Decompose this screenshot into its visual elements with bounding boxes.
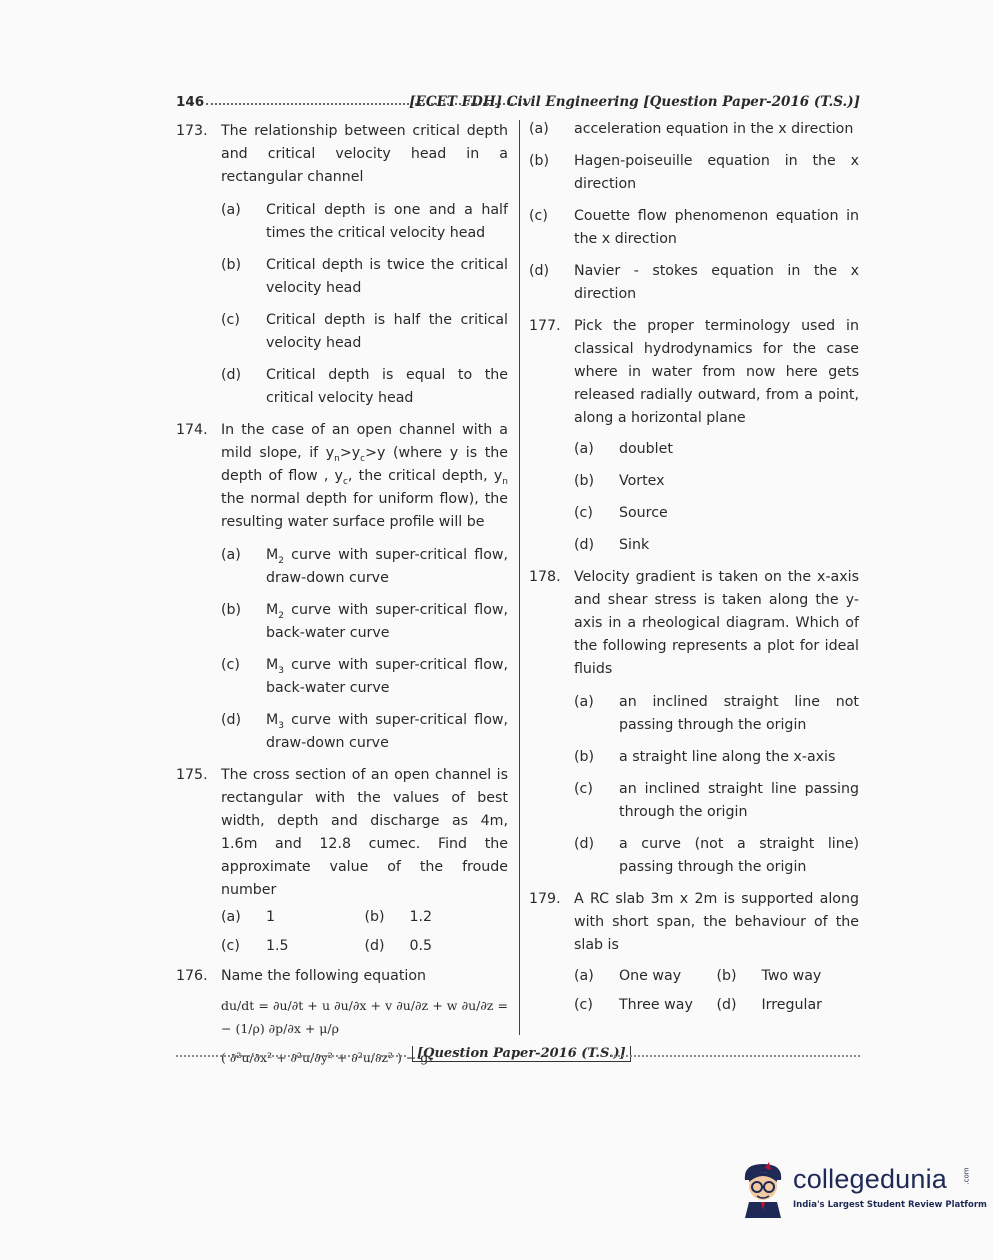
question-175 — [176, 764, 508, 958]
column-divider — [519, 120, 520, 1035]
question-text: The relationship between critical depth and critical velocity head in a rectangular channel — [221, 123, 508, 185]
options-row: (c) 1.5 (d) 0.5 — [221, 938, 433, 954]
question-text: In the case of an open channel with a mild slope, if $y_n>y_c>y$ (where y is the depth of flow , $y_c$, the critical depth, $y_n$ the normal depth for uniform flow), the resulting water surface profile will be — [221, 422, 508, 530]
option-a: (a) doublet — [574, 441, 673, 457]
student-mascot-icon — [735, 1158, 791, 1220]
option-b: (b) Vortex — [574, 473, 665, 489]
page-header — [176, 94, 860, 114]
footer-leader-dots — [176, 1055, 406, 1057]
options-row: (c) Three way (d) Irregular — [574, 997, 822, 1013]
question-text: Name the following equation — [221, 968, 427, 984]
question-174 — [176, 419, 508, 755]
option-b: (b) a straight line along the x-axis — [574, 749, 836, 765]
header-title: [ECET FDH] Civil Engineering [Question Paper-2016 (T.S.)] — [409, 94, 860, 110]
question-text: Velocity gradient is taken on the x-axis and shear stress is taken along the y-axis in a rheological diagram. Which of the following represents a plot for ideal fluids — [574, 569, 859, 677]
option-c: (c) $M_3$ curve with super-critical flow, back-water curve — [221, 657, 508, 696]
option-b: (b) $M_2$ curve with super-critical flow, back-water curve — [221, 602, 508, 641]
option-d: (d) $M_3$ curve with super-critical flow, draw-down curve — [221, 712, 508, 751]
question-text: A RC slab 3m x 2m is supported along with short span, the behaviour of the slab is — [574, 891, 859, 953]
question-text: Pick the proper terminology used in classical hydrodynamics for the case where in water from now here gets released radially outward, from a point, along a horizontal plane — [574, 318, 859, 426]
question-number: 175. — [176, 767, 208, 783]
logo-suffix: .com — [962, 1167, 971, 1185]
question-179 — [529, 888, 859, 1017]
q176-option-a: (a) acceleration equation in the x direction — [529, 121, 854, 137]
logo-wordmark: collegedunia — [793, 1164, 948, 1194]
option-d: (d) Critical depth is equal to the critical velocity head — [221, 367, 508, 406]
logo-tagline: India's Largest Student Review Platform — [793, 1200, 987, 1210]
option-b: (b) Critical depth is twice the critical velocity head — [221, 257, 508, 296]
option-c: (c) Critical depth is half the critical velocity head — [221, 312, 508, 351]
equation-line-2: ( ∂²u/∂x² + ∂²u/∂y² + ∂²u/∂z² ) − gₓ — [221, 1050, 434, 1065]
question-number: 173. — [176, 123, 208, 139]
question-178 — [529, 566, 859, 879]
option-d: (d) a curve (not a straight line) passing through the origin — [574, 836, 859, 875]
option-c: (c) Source — [574, 505, 668, 521]
page-number: 146 — [176, 94, 205, 110]
question-number: 178. — [529, 569, 561, 585]
question-number: 174. — [176, 422, 208, 438]
question-number: 179. — [529, 891, 561, 907]
q176-option-d: (d) Navier - stokes equation in the x direction — [529, 263, 859, 302]
equation-line-1: du/dt = ∂u/∂t + u ∂u/∂x + v ∂u/∂z + w ∂u/∂z = − (1/ρ) ∂p/∂x + μ/ρ — [221, 998, 508, 1036]
options-row: (a) One way (b) Two way — [574, 968, 822, 984]
option-d: (d) Sink — [574, 537, 650, 553]
q176-option-b: (b) Hagen-poiseuille equation in the x direction — [529, 153, 859, 192]
options-row: (a) 1 (b) 1.2 — [221, 909, 433, 925]
question-173 — [176, 120, 508, 410]
left-column — [176, 120, 508, 1076]
collegedunia-logo — [735, 1158, 987, 1218]
q176-option-c: (c) Couette flow phenomenon equation in the x direction — [529, 208, 859, 247]
question-text: The cross section of an open channel is rectangular with the values of best width, depth and discharge as 4m, 1.6m and 12.8 cumec. Find the approximate value of the froude number — [221, 767, 508, 898]
page-footer — [176, 1046, 860, 1066]
option-a: (a) $M_2$ curve with super-critical flow, draw-down curve — [221, 547, 508, 586]
question-177 — [529, 315, 859, 557]
option-c: (c) an inclined straight line passing through the origin — [574, 781, 859, 820]
footer-leader-dots — [611, 1055, 860, 1057]
option-a: (a) an inclined straight line not passing through the origin — [574, 694, 859, 733]
option-a: (a) Critical depth is one and a half times the critical velocity head — [221, 202, 508, 241]
question-number: 177. — [529, 318, 561, 334]
question-number: 176. — [176, 968, 208, 984]
right-column — [529, 118, 859, 1024]
footer-title: [Question Paper-2016 (T.S.)] — [412, 1046, 631, 1062]
